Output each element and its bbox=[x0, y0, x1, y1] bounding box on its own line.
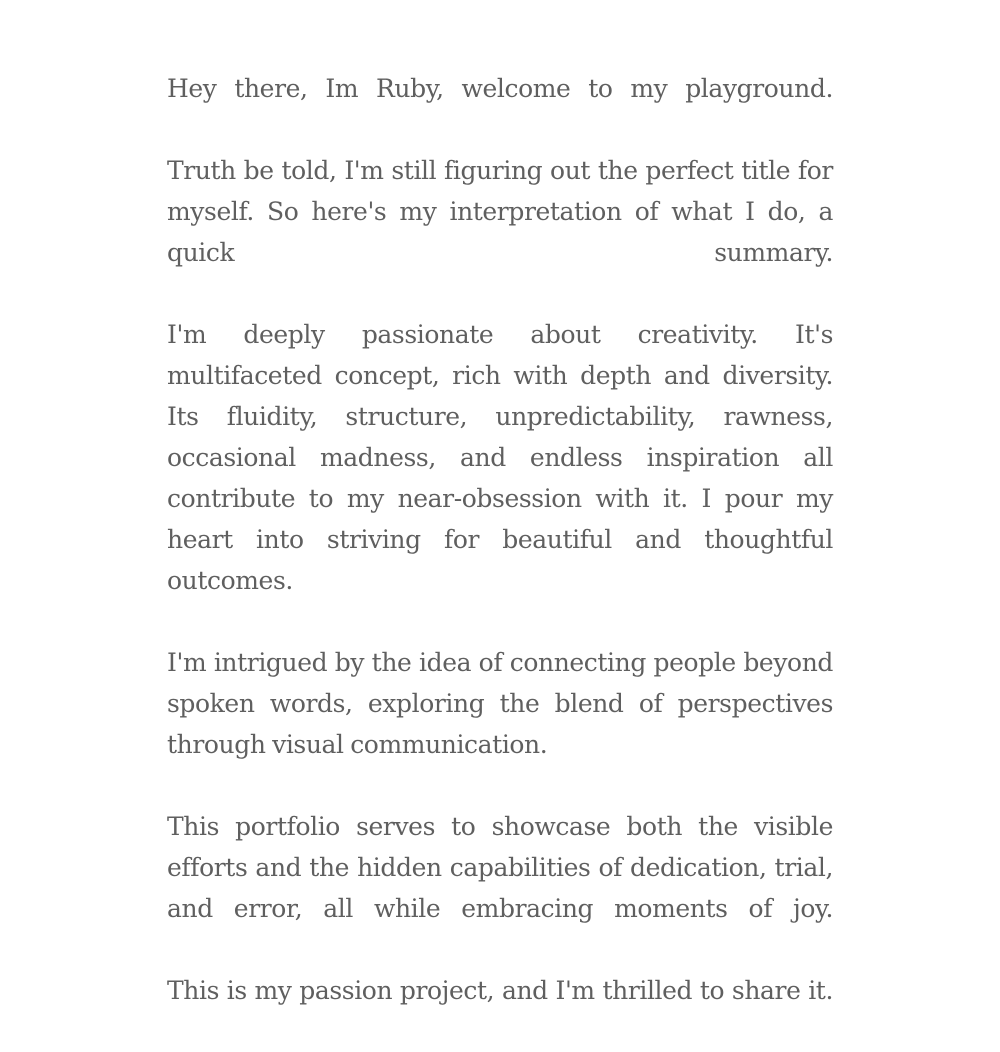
title-paragraph: Truth be told, I'm still figuring out the perfect title for myself. So here's my interpretation of what I do, a quick summary. bbox=[167, 156, 833, 267]
about-text bbox=[167, 68, 833, 1052]
portfolio-paragraph: This portfolio serves to showcase both the visible efforts and the hidden capabilities of dedication, trial, and error, all while embracing moments of joy. bbox=[167, 812, 833, 923]
closing-paragraph: This is my passion project, and I'm thrilled to share it. bbox=[167, 976, 833, 1005]
creativity-paragraph: I'm deeply passionate about creativity. It's multifaceted concept, rich with depth and diversity. Its fluidity, structure, unpredictability, rawness, occasional madness, and endless inspiration all contribute to my near-obsession with it. I pour my heart into striving for beautiful and thoughtful outcomes. bbox=[167, 320, 833, 595]
connection-paragraph: I'm intrigued by the idea of connecting people beyond spoken words, exploring the blend of perspectives through visual communication. bbox=[167, 648, 833, 759]
intro-paragraph: Hey there, Im Ruby, welcome to my playground. bbox=[167, 74, 833, 103]
